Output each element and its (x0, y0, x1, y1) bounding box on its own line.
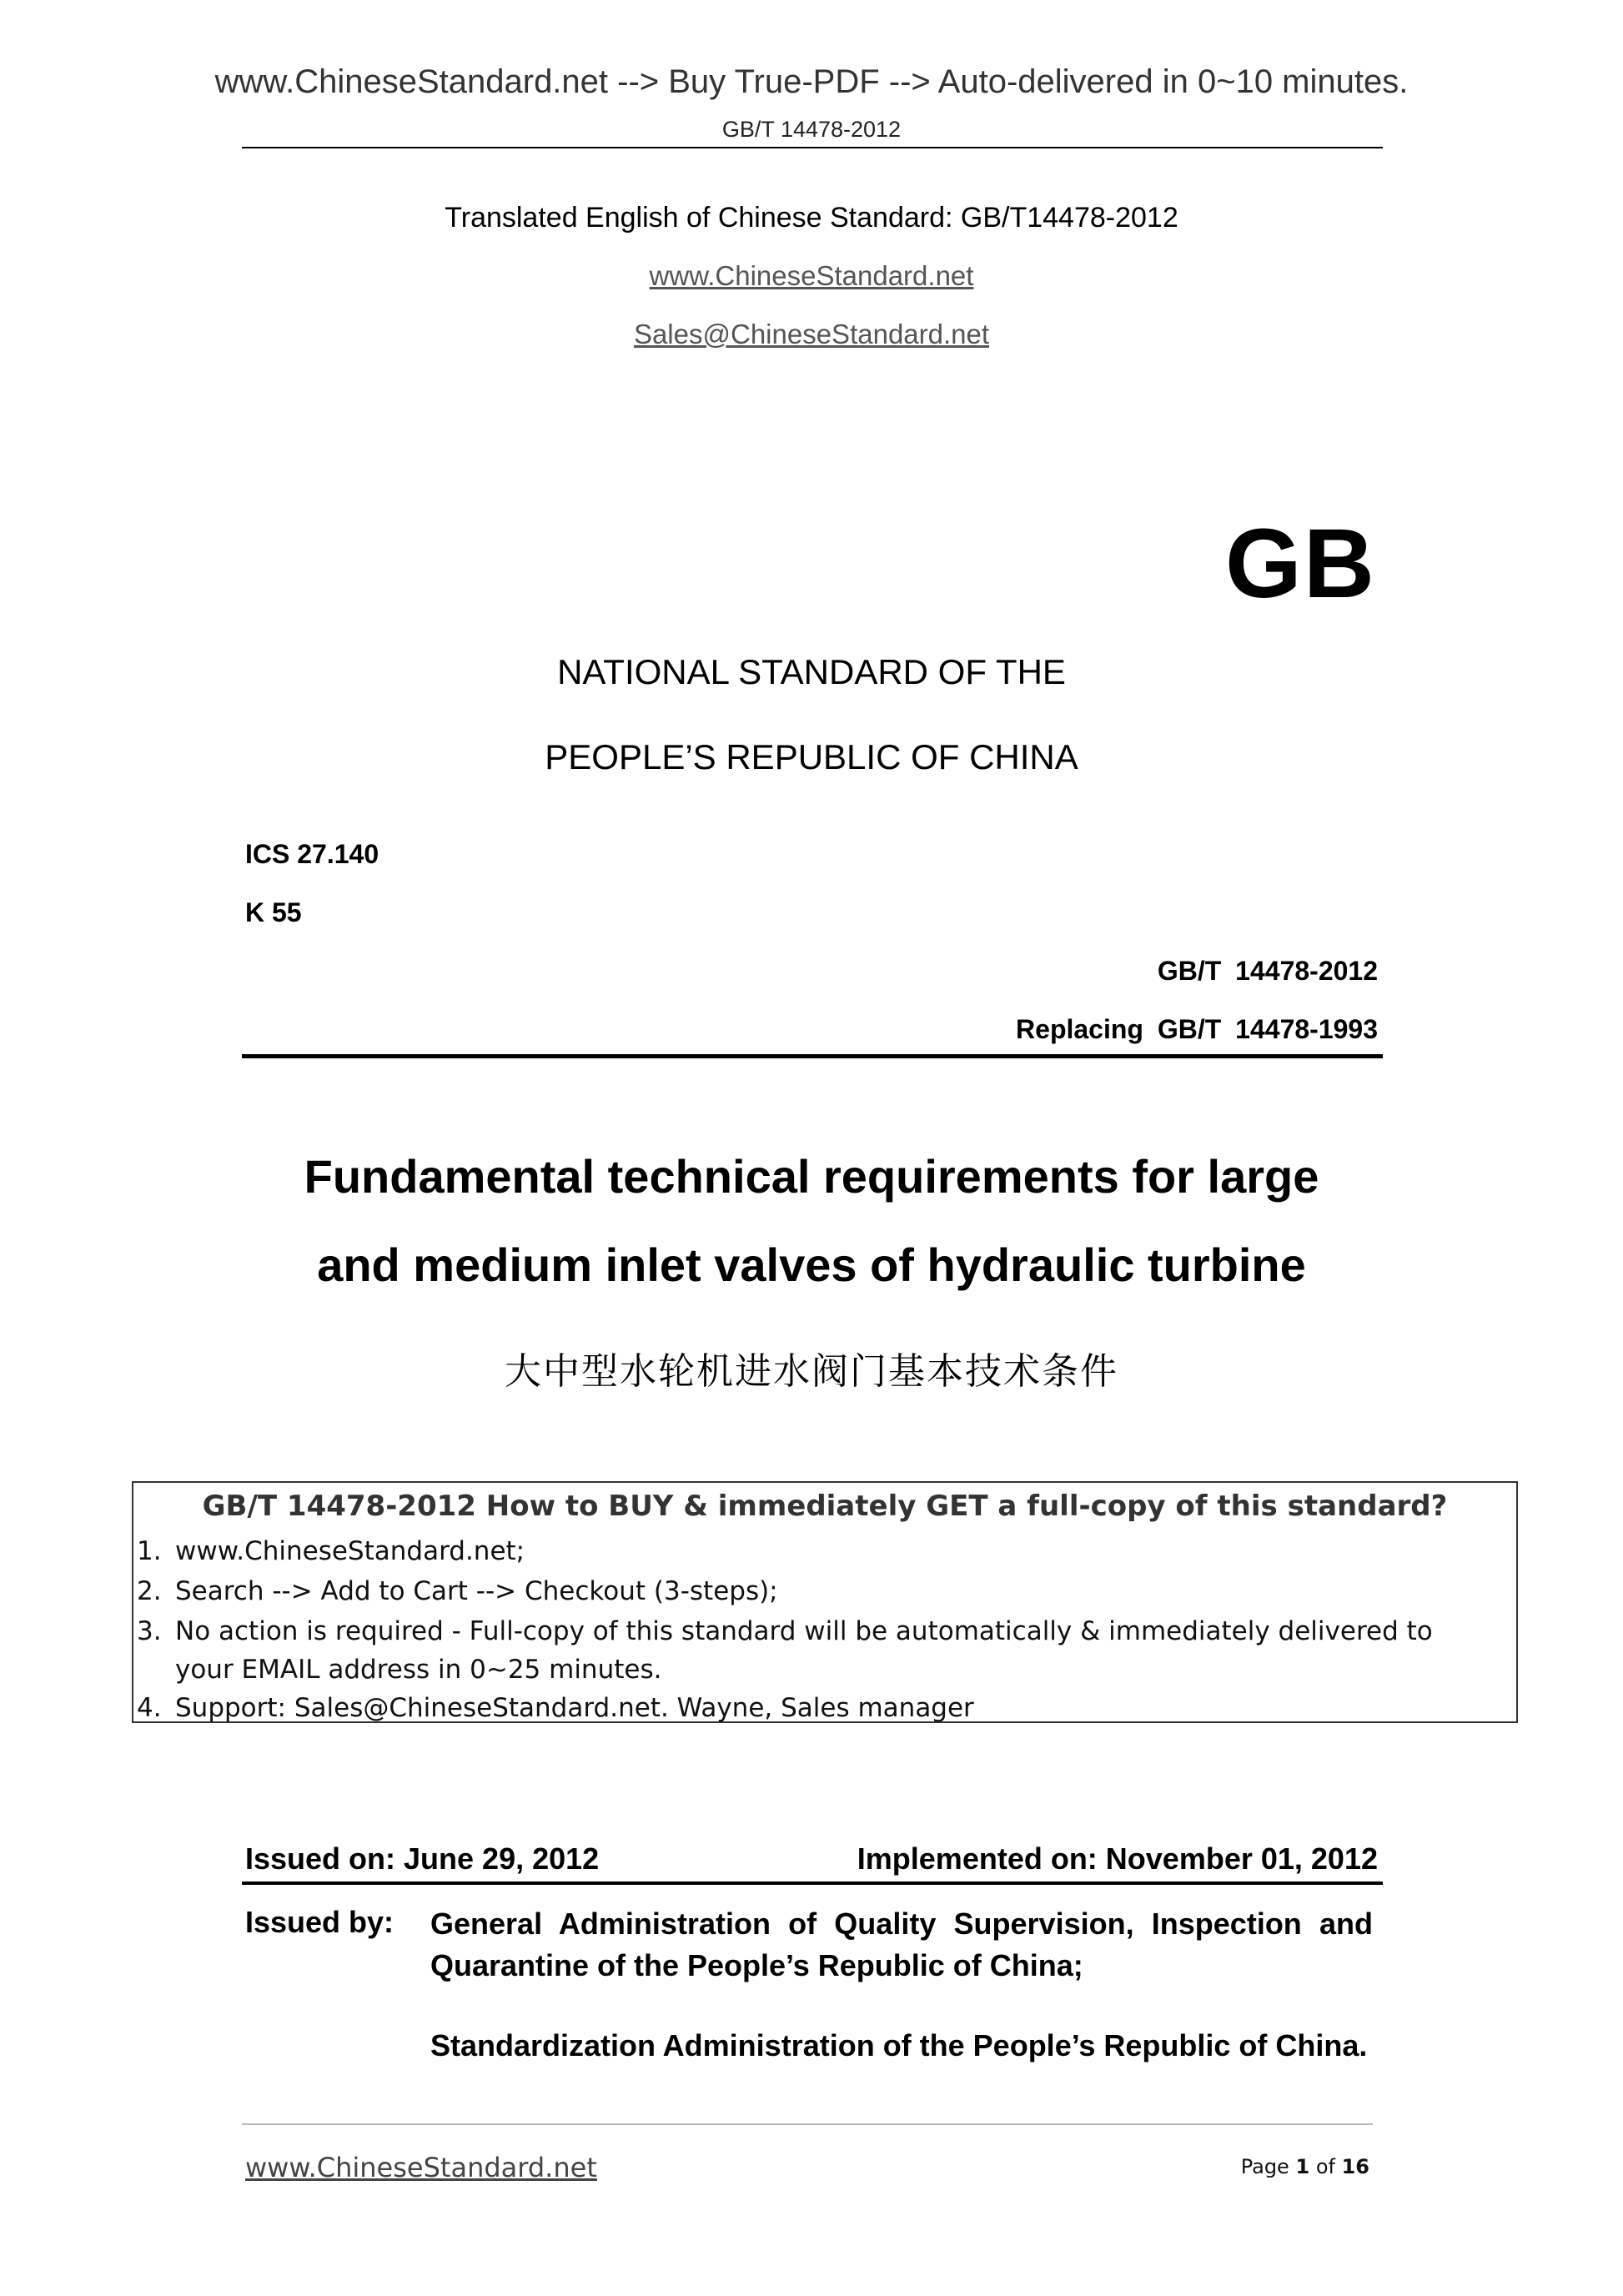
purchase-step-1-text[interactable]: www.ChineseStandard.net; (175, 1536, 525, 1566)
document-title-line-2: and medium inlet valves of hydraulic turbine (317, 1238, 1306, 1291)
issue-divider (242, 1882, 1383, 1885)
standard-number: GB/T 14478-2012 (1157, 956, 1378, 986)
purchase-step-3-continued: your EMAIL address in 0~25 minutes. (175, 1655, 662, 1685)
footer-site-link[interactable]: www.ChineseStandard.net (245, 2152, 597, 2183)
replacing-standard: Replacing GB/T 14478-1993 (1016, 1014, 1378, 1044)
national-standard-line-2: PEOPLE’S REPUBLIC OF CHINA (545, 737, 1078, 776)
site-link[interactable]: www.ChineseStandard.net (649, 260, 974, 291)
cover-divider (242, 1054, 1383, 1058)
issued-on-date: Issued on: June 29, 2012 (245, 1841, 600, 1876)
classification-code: K 55 (245, 897, 302, 927)
issued-by-label: Issued by: (245, 1905, 394, 1939)
national-standard-line-1: NATIONAL STANDARD OF THE (557, 652, 1066, 691)
purchase-step-2: 2. Search --> Add to Cart --> Checkout (3-steps); (137, 1576, 778, 1606)
email-link-row (0, 319, 1623, 350)
header-standard-code: GB/T 14478-2012 (721, 117, 902, 142)
issuer-1: General Administration of Quality Supervision, Inspection and Quarantine of the People’s Republic of China; (430, 1907, 1373, 1982)
header-divider (242, 147, 1383, 148)
top-banner: www.ChineseStandard.net --> Buy True-PDF --> Auto-delivered in 0~10 minutes. (214, 63, 1409, 100)
chinese-title: 大中型水轮机进水阀门基本技术条件 (505, 1351, 1118, 1392)
purchase-step-3: 3. No action is required - Full-copy of this standard will be automatically & immediately delivered to (137, 1616, 1433, 1646)
footer-divider (242, 2123, 1373, 2125)
document-title-line-1: Fundamental technical requirements for large (304, 1150, 1319, 1203)
purchase-step-1: 1. www.ChineseStandard.net; (137, 1536, 525, 1566)
email-link[interactable]: Sales@ChineseStandard.net (633, 319, 990, 349)
gb-mark: GB (1225, 509, 1376, 619)
ics-code: ICS 27.140 (245, 839, 379, 869)
purchase-step-4: 4. Support: Sales@ChineseStandard.net. Wayne, Sales manager (137, 1693, 974, 1723)
implemented-on-date: Implemented on: November 01, 2012 (857, 1841, 1378, 1876)
site-link-row (0, 260, 1623, 292)
page-number: Page 1 of 16 (1240, 2155, 1369, 2178)
purchase-box-heading: GB/T 14478-2012 How to BUY & immediately GET a full-copy of this standard? (202, 1490, 1448, 1523)
purchase-info-box (132, 1481, 1518, 1723)
issuer-2: Standardization Administration of the People’s Republic of China. (430, 2028, 1368, 2062)
translated-note: Translated English of Chinese Standard: GB/T14478-2012 (445, 202, 1178, 234)
